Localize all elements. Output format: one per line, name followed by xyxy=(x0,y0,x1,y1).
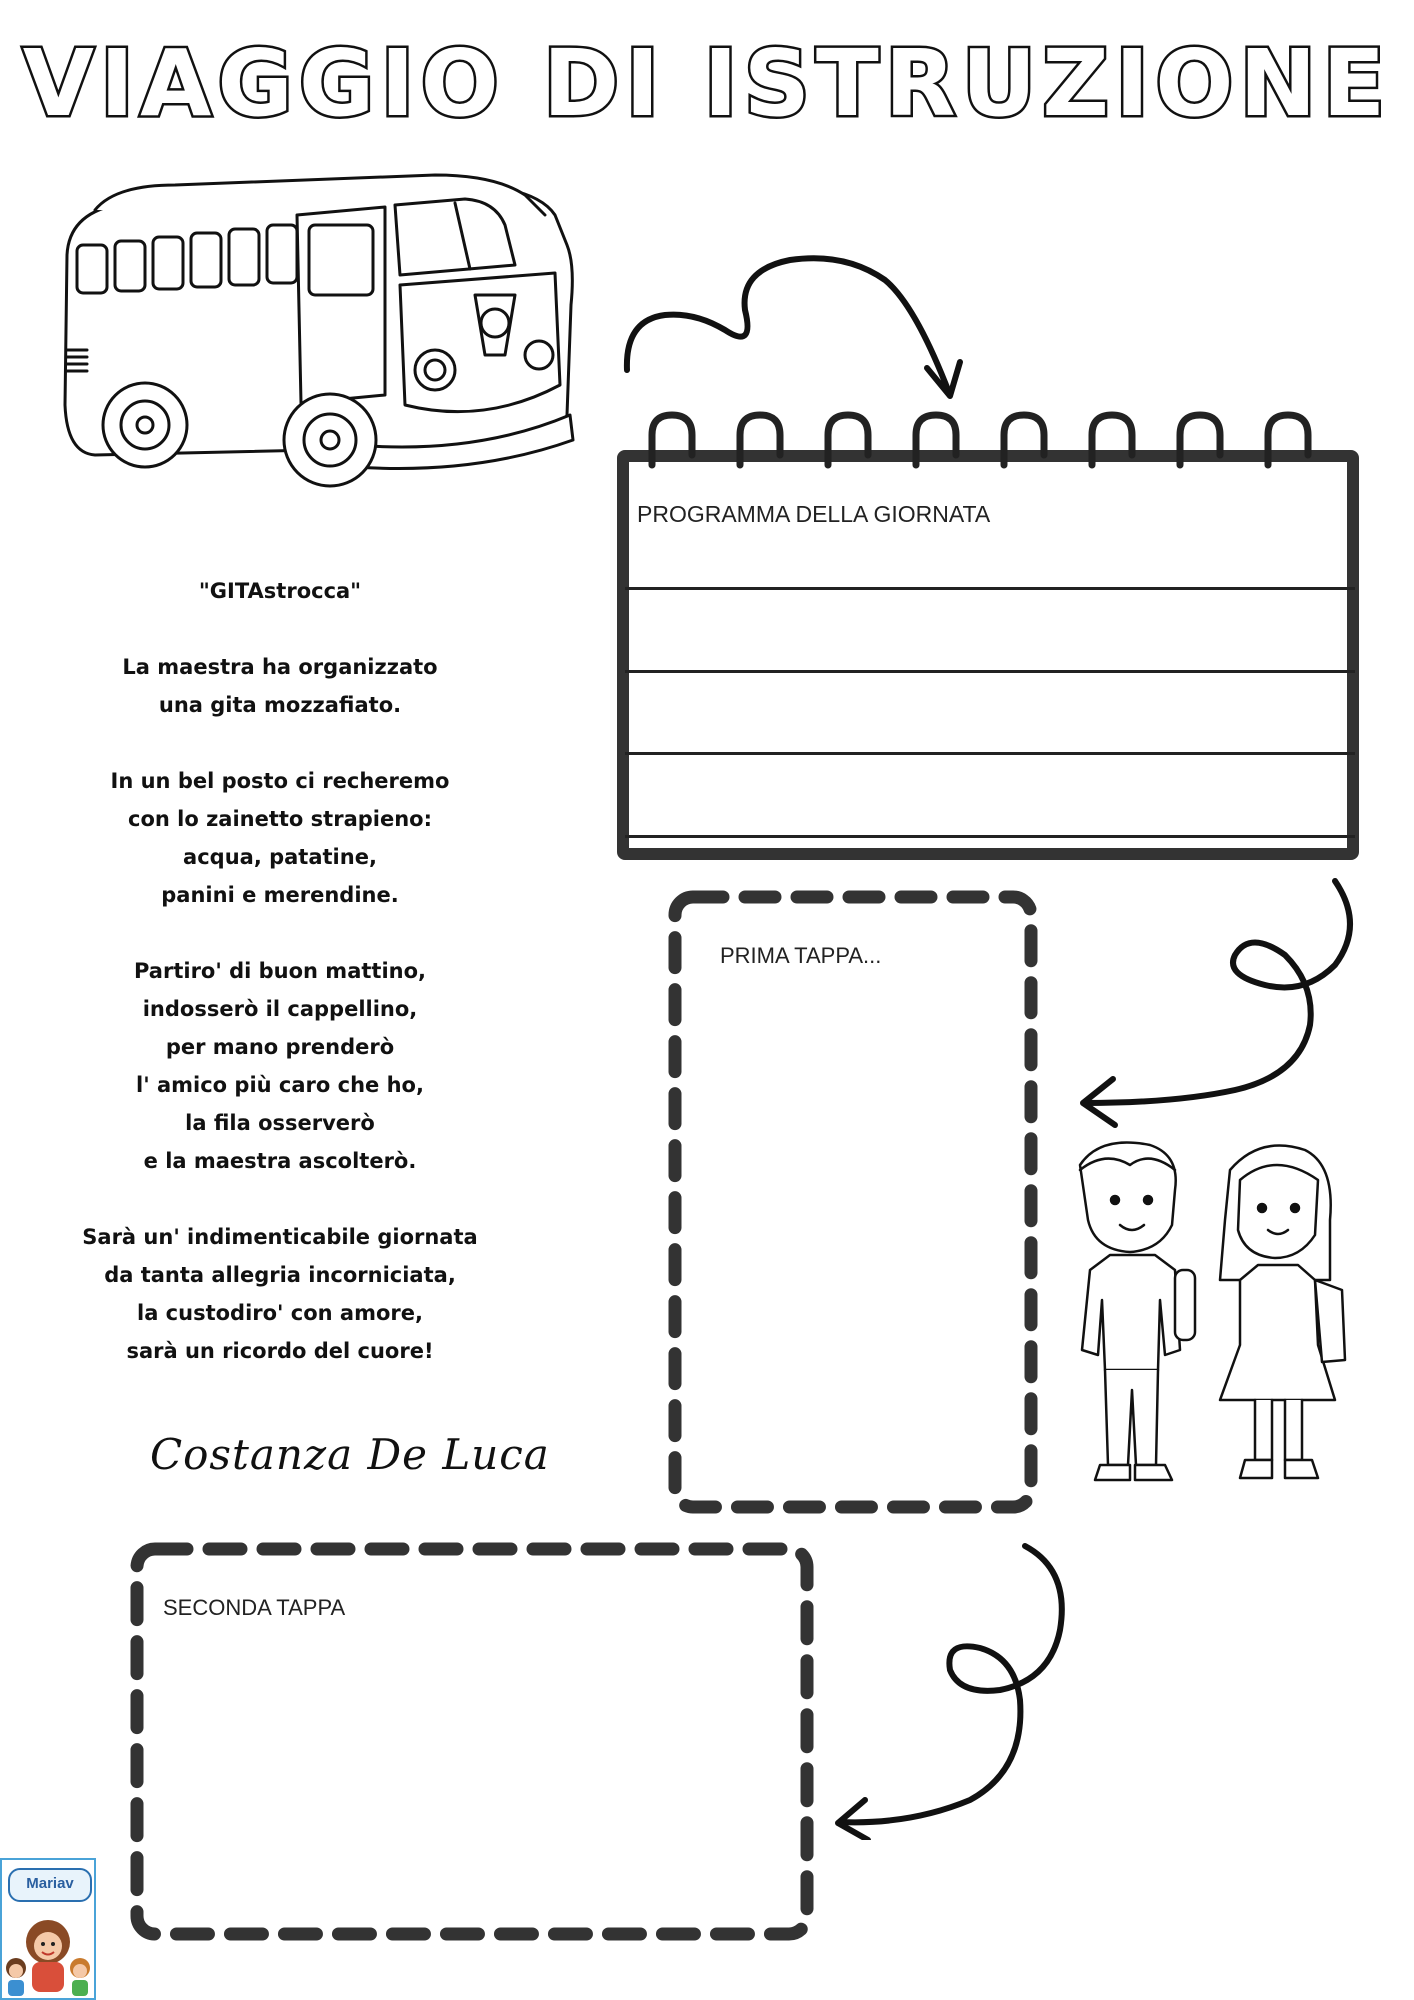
poem-line: l' amico più caro che ho, xyxy=(136,1073,424,1097)
curly-arrow-icon xyxy=(820,1540,1080,1840)
bus-illustration xyxy=(55,155,585,495)
page-title: VIAGGIO DI ISTRUZIONE xyxy=(22,30,1392,137)
poem-line: con lo zainetto strapieno: xyxy=(128,807,432,831)
poem-line: indosserò il cappellino, xyxy=(142,997,418,1021)
poem-line: da tanta allegria incorniciata, xyxy=(104,1263,456,1287)
brand-logo xyxy=(0,1858,96,2000)
notebook-line xyxy=(625,752,1355,755)
notebook-line xyxy=(625,835,1355,838)
poem-line: la custodiro' con amore, xyxy=(137,1301,423,1325)
poem-line: per mano prenderò xyxy=(165,1035,395,1059)
notebook-line xyxy=(625,587,1355,590)
poem-line: la fila osserverò xyxy=(185,1111,375,1135)
logo-text: Mariav xyxy=(8,1868,92,1902)
poem-line: La maestra ha organizzato xyxy=(122,655,438,679)
poem-line: Sarà un' indimenticabile giornata xyxy=(82,1225,478,1249)
notebook-rings xyxy=(640,405,1340,475)
poem-line: acqua, patatine, xyxy=(183,845,377,869)
children-illustration xyxy=(1060,1130,1360,1510)
poem-line: Partiro' di buon mattino, xyxy=(133,959,426,983)
logo-characters-icon xyxy=(2,1902,94,1998)
first-stop-box xyxy=(665,885,1045,1520)
poem xyxy=(40,572,520,1370)
first-stop-label: PRIMA TAPPA... xyxy=(720,943,882,968)
notebook-label: PROGRAMMA DELLA GIORNATA xyxy=(637,501,991,527)
second-stop-label: SECONDA TAPPA xyxy=(163,1595,346,1620)
curly-arrow-icon xyxy=(615,250,975,410)
poem-line: una gita mozzafiato. xyxy=(158,693,402,717)
curly-arrow-icon xyxy=(1065,875,1365,1135)
poem-line: sarà un ricordo del cuore! xyxy=(126,1339,434,1363)
poem-line: e la maestra ascolterò. xyxy=(143,1149,417,1173)
notebook-line xyxy=(625,670,1355,673)
poem-line: In un bel posto ci recheremo xyxy=(110,769,450,793)
poem-title: "GITAstrocca" xyxy=(198,579,362,603)
poem-author: Costanza De Luca xyxy=(150,1430,550,1479)
poem-line: panini e merendine. xyxy=(161,883,399,907)
